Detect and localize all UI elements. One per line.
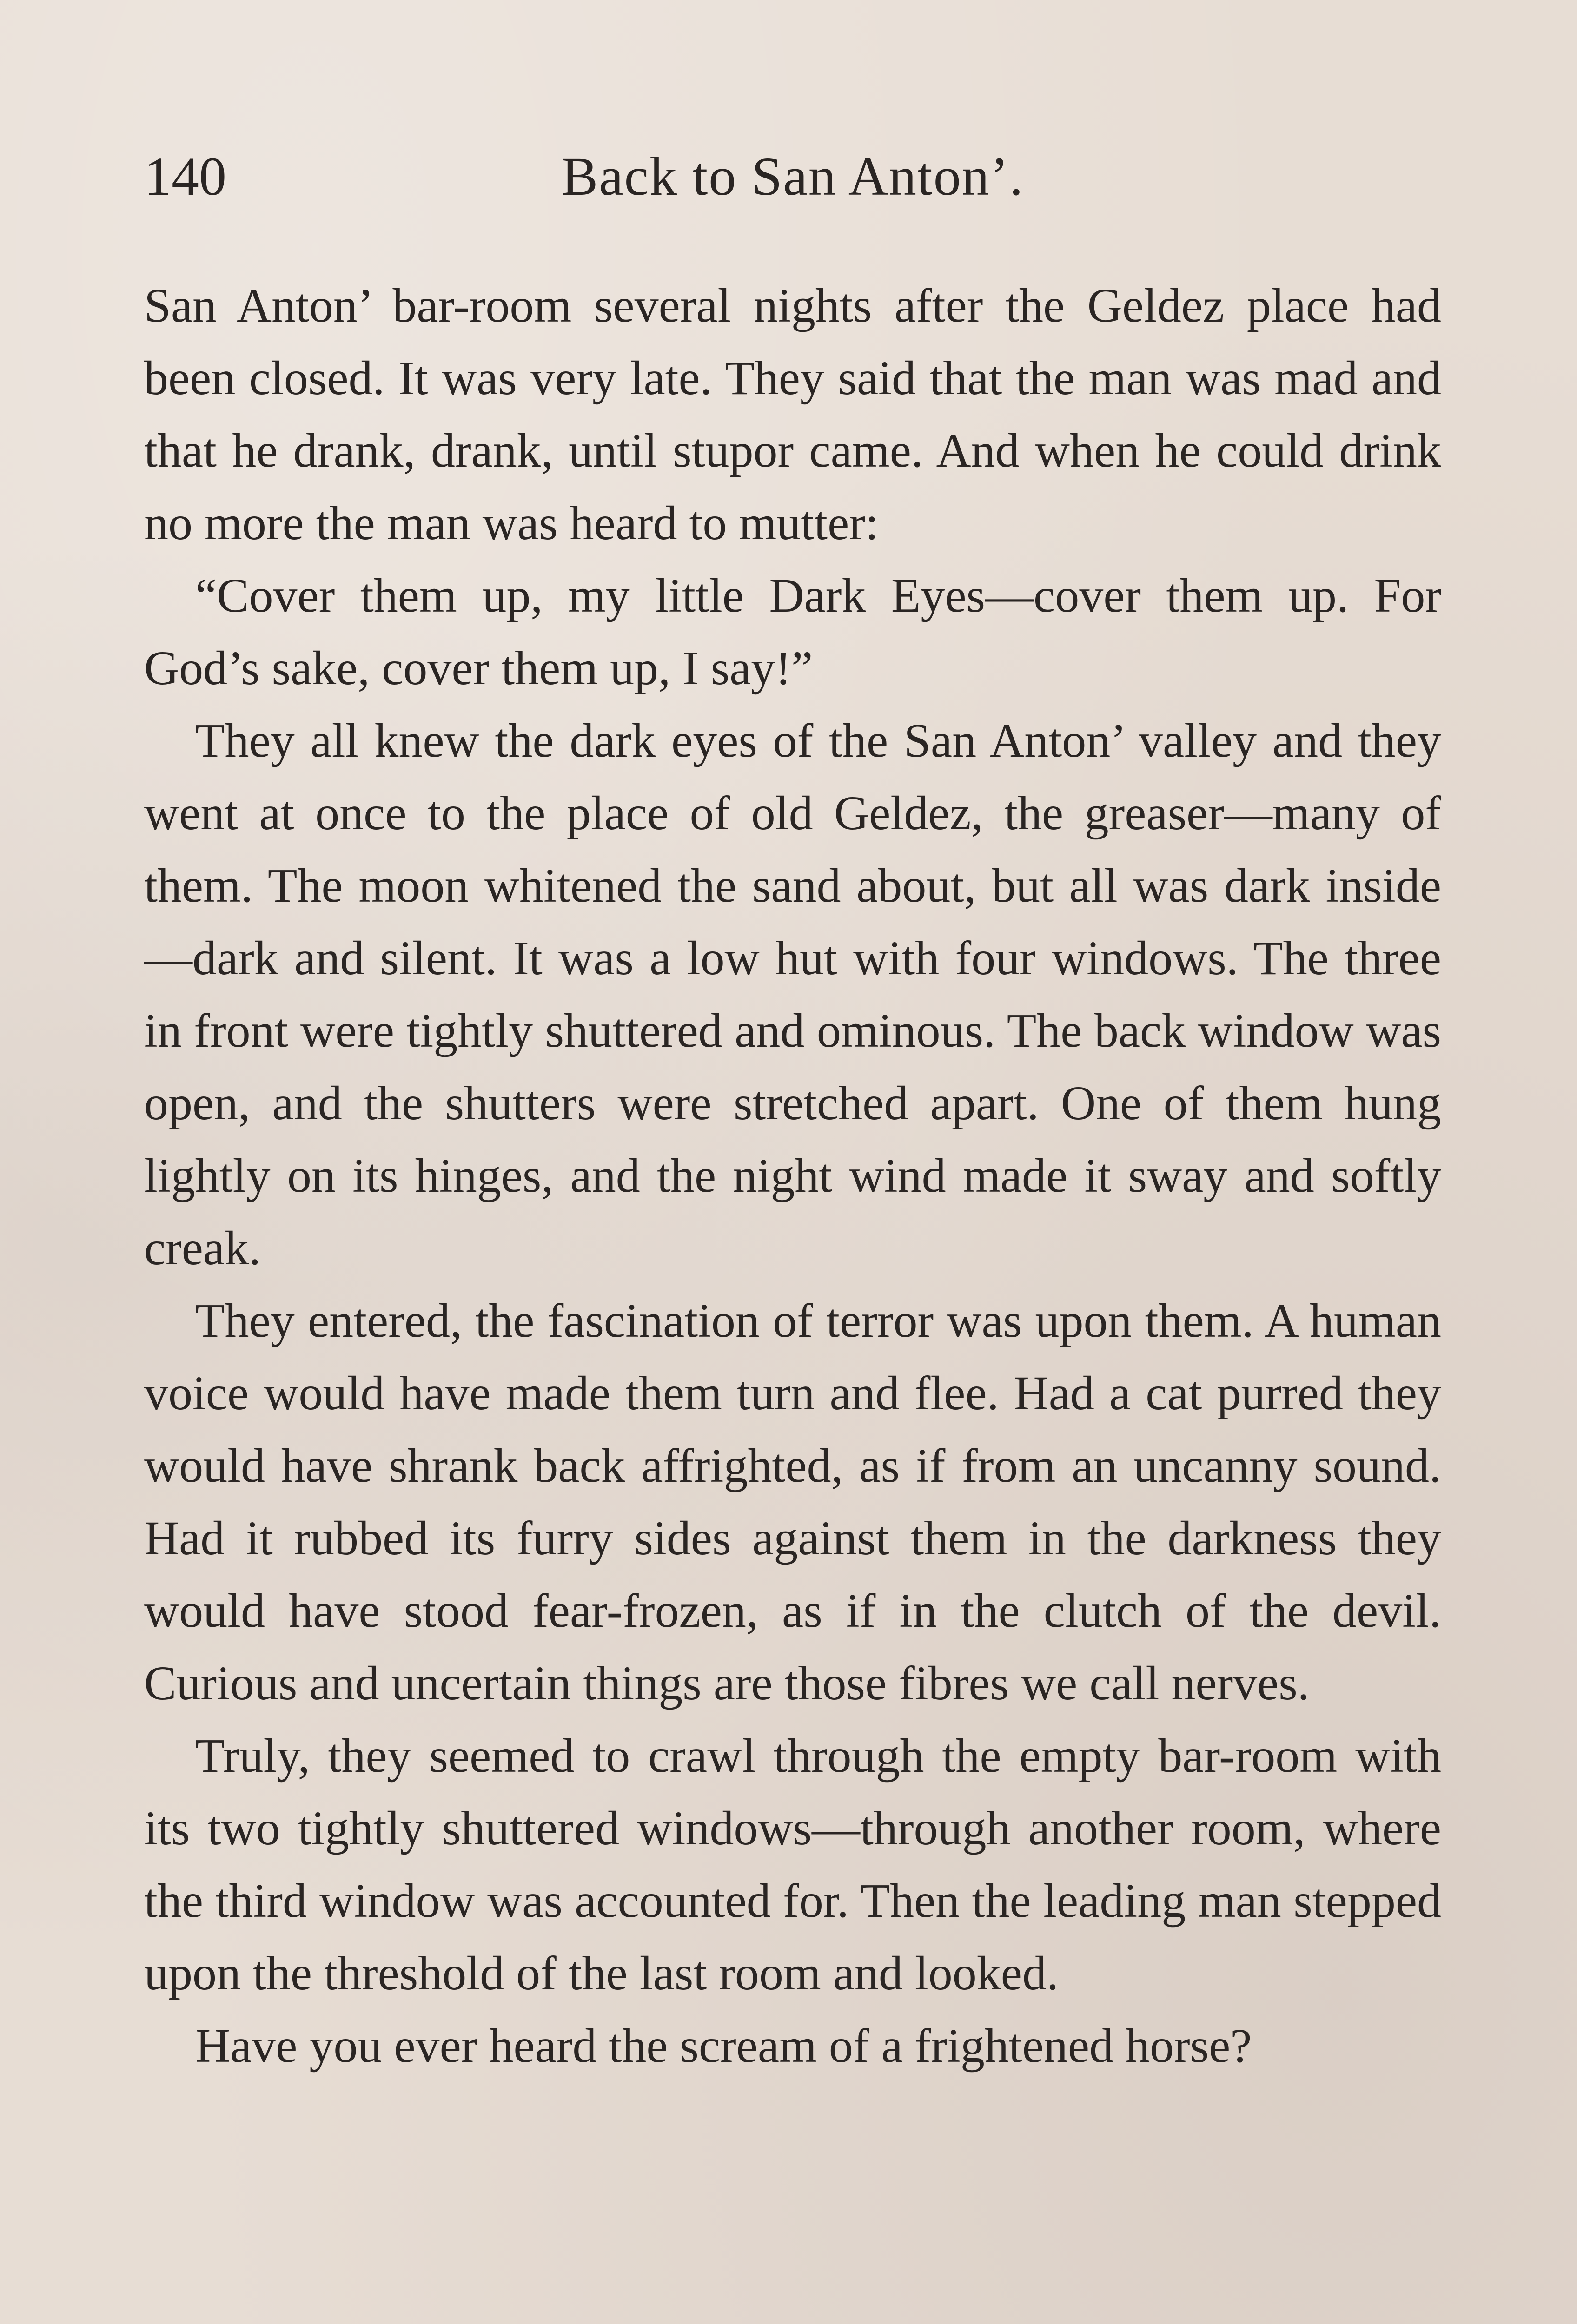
paragraph-3: They all knew the dark eyes of the San Anton’ valley and they went at once to the place of old Geldez, the greaser—many of them. The moon whitened the sand about, but all was dark inside—dark and silent. It was a low hut with four windows. The three in front were tightly shuttered and ominous. The back window was open, and the shutters were stretched apart. One of them hung lightly on its hinges, and the night wind made it sway and softly creak. bbox=[144, 714, 1441, 1275]
body-text bbox=[144, 270, 1441, 2082]
running-head bbox=[144, 139, 1441, 214]
paragraph-1: San Anton’ bar-room several nights after the Geldez place had been closed. It was very late. They said that the man was mad and that he drank, drank, until stupor came. And when he could drink no more the man was heard to mutter: bbox=[144, 279, 1441, 550]
paragraph-6: Have you ever heard the scream of a frightened horse? bbox=[195, 2019, 1252, 2073]
paragraph-2: “Cover them up, my little Dark Eyes—cover them up. For God’s sake, cover them up, I say!” bbox=[144, 569, 1441, 695]
paragraph-4: They entered, the fascination of terror was upon them. A human voice would have made them turn and flee. Had a cat purred they would have shrank back affrighted, as if from an uncanny sound. Had it rubbed its furry sides against them in the darkness they would have stood fear-frozen, as if in the clutch of the devil. Curious and uncertain things are those fibres we call nerves. bbox=[144, 1294, 1441, 1710]
page-number: 140 bbox=[144, 146, 226, 207]
page-title: Back to San Anton’. bbox=[561, 146, 1024, 207]
paragraph-5: Truly, they seemed to crawl through the empty bar-room with its two tightly shuttered windows—through another room, where the third window was accounted for. Then the leading man stepped upon the threshold of the last room and looked. bbox=[144, 1729, 1441, 2000]
